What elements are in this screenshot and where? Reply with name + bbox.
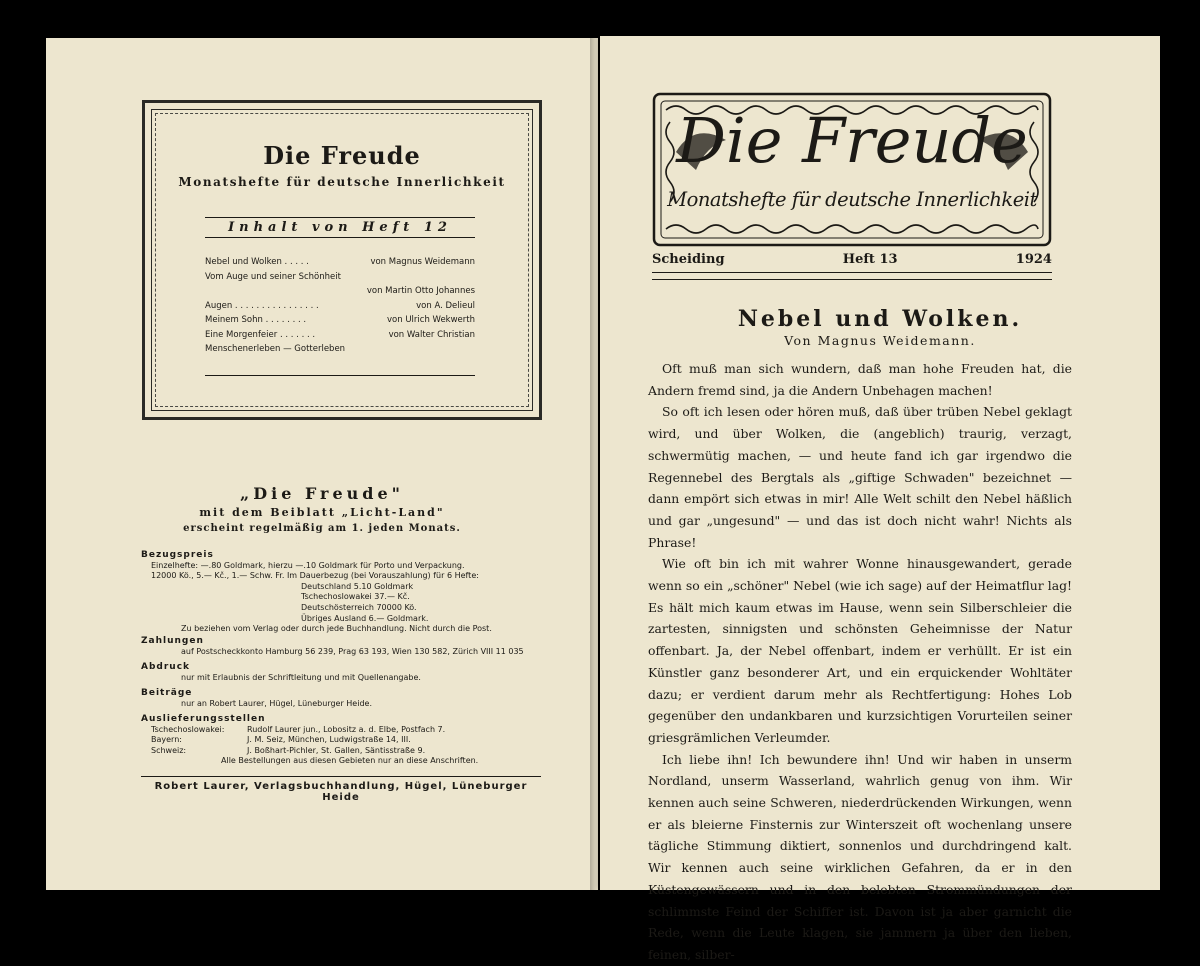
abdruck-section (141, 662, 541, 683)
toc-title: Eine Morgenfeier . . . . . . . (205, 329, 316, 340)
toc-title: Nebel und Wolken . . . . . (205, 257, 309, 267)
publisher-footer: Robert Laurer, Verlagsbuchhandlung, Hügel, Lüneburger Heide (154, 781, 528, 803)
toc-title: Vom Auge und seiner Schönheit (205, 271, 341, 282)
paragraph: So oft ich lesen oder hören muß, daß über trüben Nebel geklagt wird, und über Wolken, die (angeblich) traurig, verzagt, schwermütig machen, — und heute fand ich gar irgendwo die Regennebel des Bergtals als „giftige Schwaden" bezeichnet — dann empört sich etwas in mir! Alle Welt schilt den Nebel häßlich und gar „ungesund" — und das ist doch nicht wahr! Nichts als Phrase! (648, 404, 1072, 550)
article-title: Nebel und Wolken. (737, 306, 1023, 332)
address-row: Bayern: J. M. Seiz, München, Ludwigstraße 14, III. (151, 735, 411, 745)
toc-title: Menschenerleben — Gotterleben (205, 344, 346, 354)
masthead-title: Die Freude (676, 104, 1028, 177)
text-line: Alle Bestellungen aus diesen Gebieten nur an diese Anschriften. (221, 756, 479, 766)
toc-title: Meinem Sohn . . . . . . . . (205, 315, 307, 325)
toc-row (205, 255, 475, 270)
article-byline: Von Magnus Weidemann. (784, 333, 976, 348)
masthead-subtitle: Monatshefte für deutsche Innerlichkeit (667, 188, 1037, 211)
text-line: Zu beziehen vom Verlag oder durch jede Buchhandlung. Nicht durch die Post. (181, 624, 492, 634)
text-line: 12000 Kö., 5.— Kč., 1.— Schw. Fr. Im Dauerbezug (bei Vorauszahlung) für 6 Hefte: (151, 571, 479, 581)
toc-row (205, 299, 475, 314)
toc-author: von Walter Christian (388, 329, 475, 340)
price-row: Deutschösterreich 70000 Kö. (301, 602, 417, 612)
paragraph: Wie oft bin ich mit wahrer Wonne hinausgewandert, gerade wenn so ein „schöner" Nebel (wie ich sage) auf der Heimatflur lag! Es hält mich kaum etwas im Hause, wenn sein Silberschleier die zartesten, sinnigsten und schönsten Geheimnisse der Natur offenbart. Ja, der Nebel offenbart, indem er verhüllt. Er ist ein Künstler ganz besonderer Art, und ein erquickender Wohltäter dazu; er verdient darum mehr als Rechtfertigung: Hohes Lob gegenüber den undankbaren und kurzsichtigen Vorurteilen seiner griesgrämlichen Verleumder. (648, 556, 1072, 745)
beitraege-section (141, 688, 541, 709)
notice-line2: mit dem Beiblatt „Licht-Land" (199, 506, 445, 519)
section-heading: Beiträge (141, 688, 193, 698)
toc-row (205, 284, 475, 299)
address-row: Tschechoslowakei: Rudolf Laurer jun., Lobositz a. d. Elbe, Postfach 7. (151, 724, 446, 734)
notice-line3: erscheint regelmäßig am 1. jeden Monats. (183, 523, 461, 534)
toc-row (205, 342, 475, 357)
text-line: auf Postscheckkonto Hamburg 56 239, Prag 63 193, Wien 130 582, Zürich VIII 11 035 (181, 646, 524, 656)
frame-subtitle: Monatshefte für deutsche Innerlichkeit (178, 175, 506, 189)
contents-heading: Inhalt von Heft 12 (205, 217, 475, 238)
table-of-contents (205, 255, 475, 357)
zahlungen-section (141, 636, 541, 657)
paragraph: Ich liebe ihn! Ich bewundere ihn! Und wir haben in unserm Nordland, unserm Wasserland, wahrlich genug von ihm. Wir kennen auch seine Schweren, niederdrückenden Wirkungen, wenn er als bleierne Finsternis zur Winterszeit oft wochenlang unsere tägliche Stimmung diktiert, sonnenlos und durchdringend kalt. Wir kennen auch seine wirklichen Gefahren, da er in den Küstengewässern und in den belebten Strommündungen der schlimmste Feind der Schiffer ist. Davon ist ja aber garnicht die Rede, wenn die Leute klagen, sie jammern ja über den lieben, feinen, silber- (648, 751, 1072, 962)
text-line: Einzelhefte: —.80 Goldmark, hierzu —.10 Goldmark für Porto und Verpackung. (151, 560, 465, 570)
price-row: Deutschland 5.10 Goldmark (301, 581, 414, 591)
price-row: Übriges Ausland 6.— Goldmark. (301, 613, 429, 623)
issue-number: Heft 13 (842, 252, 898, 267)
issue-month: Scheiding (652, 252, 725, 267)
toc-row (205, 270, 475, 285)
article-body (648, 358, 1072, 966)
notice-title: „Die Freude" (240, 484, 404, 503)
right-page (600, 36, 1160, 962)
bezugspreis-section (141, 550, 541, 635)
issue-rule (652, 272, 1052, 280)
issue-line (652, 252, 1052, 267)
address-row: Schweiz: J. Boßhart-Pichler, St. Gallen, Säntisstraße 9. (151, 745, 426, 755)
section-heading: Abdruck (141, 662, 191, 672)
divider (141, 776, 541, 777)
toc-author: von Magnus Weidemann (370, 257, 475, 267)
section-heading: Bezugspreis (141, 550, 214, 560)
left-page (46, 38, 598, 890)
text-line: nur an Robert Laurer, Hügel, Lüneburger Heide. (181, 698, 372, 708)
toc-author: von Ulrich Wekwerth (387, 315, 475, 325)
auslieferung-section (141, 714, 541, 767)
frame-title: Die Freude (263, 141, 421, 170)
section-heading: Auslieferungsstellen (141, 714, 266, 724)
issue-year: 1924 (1015, 252, 1052, 267)
toc-author: von A. Delieul (416, 300, 475, 311)
price-row: Tschechoslowakei 37.— Kč. (301, 592, 410, 602)
toc-author: von Martin Otto Johannes (366, 286, 475, 296)
toc-row (205, 313, 475, 328)
contents-frame (142, 100, 542, 420)
paragraph: Oft muß man sich wundern, daß man hohe Freuden hat, die Andern fremd sind, ja die Andern Unbehagen machen! (648, 361, 1072, 398)
text-line: nur mit Erlaubnis der Schriftleitung und mit Quellenangabe. (181, 672, 421, 682)
divider (205, 375, 475, 376)
masthead (652, 92, 1052, 247)
toc-title: Augen . . . . . . . . . . . . . . . . (205, 300, 319, 311)
section-heading: Zahlungen (141, 636, 204, 646)
toc-row (205, 328, 475, 343)
